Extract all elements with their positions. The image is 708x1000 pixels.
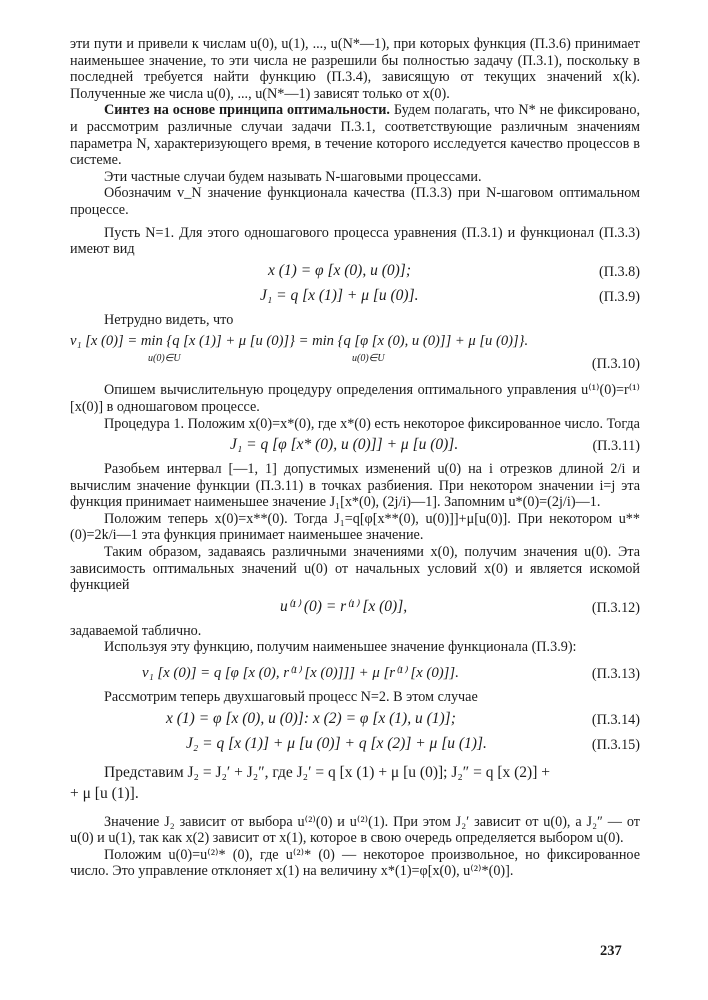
paragraph: Таким образом, задаваясь различными значениями x(0), получим значения u(0). Эта зависимость оптимальных значений u(0) от начальных условий x(0) и является искомой функцией [70,544,640,594]
paragraph: эти пути и привели к числам u(0), u(1), ..., u(N*—1), при которых функция (П.3.6) принимает наименьшее значение, то эти числа не разрешили бы полностью задачу (П.3.1), поскольку в последней требуется найти функцию (П.3.4), зависящую от текущих значений x(k). Полученные же числа u(0), ..., u(N*—1) зависят только от x(0). [70,36,640,102]
paragraph: Пусть N=1. Для этого одношагового процесса уравнения (П.3.1) и функционал (П.3.3) имеют вид [70,224,640,258]
equation-number: (П.3.8) [599,263,640,280]
paragraph: Положим u(0)=u⁽²⁾* (0), где u⁽²⁾* (0) — некоторое произвольное, но фиксированное число. Это управление отклоняет x(1) на величину x*(1)=φ[x(0), u⁽²⁾*(0)]. [70,846,640,880]
paragraph: Опишем вычислительную процедуру определения оптимального управления u⁽¹⁾(0)=r⁽¹⁾[x(0)] в одношаговом процессе. [70,382,640,415]
page-number: 237 [600,943,622,959]
equation-expression: v₁ [x (0)] = min {q [x (1)] + μ [u (0)]} = min {q [φ [x (0), u (0)]] + μ [u (0)]}. [70,333,529,350]
equation-split-j2 [70,764,640,808]
equation-p3-14 [70,710,640,731]
equation-expression-continued: + μ [u (1)]. [70,784,139,802]
equation-p3-12 [70,598,640,619]
paragraph: Положим теперь x(0)=x**(0). Тогда J₁=q[φ[x**(0), u(0)]]+μ[u(0)]. При некотором u**(0)=2k/i—1 эта функция принимает наименьшее значение. [70,510,640,544]
equation-p3-9 [70,287,640,308]
section-heading: Синтез на основе принципа оптимальности. [104,102,390,119]
paragraph: Процедура 1. Положим x(0)=x*(0), где x*(0) есть некоторое фиксированное число. Тогда [104,415,640,432]
paragraph: Используя эту функцию, получим наименьшее значение функционала (П.3.9): [104,639,577,656]
equation-p3-8 [70,262,640,283]
equation-p3-15 [70,735,640,756]
equation-number: (П.3.14) [591,711,640,728]
page-body [70,36,640,880]
equation-expression: x (1) = φ [x (0), u (0)]; [268,261,411,279]
equation-expression: Представим J₂ = J₂′ + J₂″, где J₂′ = q [x (1) + μ [u (0)]; J₂″ = q [x (2)] + [104,763,550,781]
paragraph: Рассмотрим теперь двухшаговый процесс N=2. В этом случае [104,689,478,706]
paragraph-text: Будем полагать, что N* не фиксировано, и рассмотрим различные случаи задачи П.3.1, соответствующие различным значениям параметра N, характеризующего время, в течение которого исследуется качество процессов в системе. [70,102,640,169]
paragraph: Эти частные случаи будем называть N-шаговыми процессами. [104,168,482,185]
equation-p3-11 [70,436,640,457]
equation-expression: x (1) = φ [x (0), u (0)]: x (2) = φ [x (1), u (1)]; [166,709,456,727]
paragraph: Разобьем интервал [—1, 1] допустимых изменений u(0) на i отрезков длиной 2/i и вычислим значение функции (П.3.11) в точках разбиения. При некотором значении i=j эта функция принимает наименьшее значение J₁[x*(0), (2j/i)—1]. Запомним u*(0)=(2j/i)—1. [70,461,640,511]
equation-expression: u⁽¹⁾ (0) = r⁽¹⁾ [x (0)], [280,597,408,615]
equation-number: (П.3.9) [599,288,640,305]
equation-p3-13 [70,664,640,685]
equation-subscript: u(0)∈U [352,353,385,365]
paragraph: Обозначим v_N значение функционала качества (П.3.3) при N-шаговом оптимальном процессе. [70,185,640,218]
equation-number: (П.3.15) [591,736,640,753]
equation-subscript: u(0)∈U [148,353,181,365]
equation-number: (П.3.12) [591,599,640,616]
equation-expression: v₁ [x (0)] = q [φ [x (0), r⁽¹⁾ [x (0)]]] + μ [r⁽¹⁾ [x (0)]]. [142,665,459,682]
paragraph: Значение J₂ зависит от выбора u⁽²⁾(0) и u⁽²⁾(1). При этом J₂′ зависит от u(0), а J₂″ — от u(0) и u(1), так как x(2) зависит от x(1), которое в свою очередь определяется выбором u(0). [70,813,640,847]
equation-number: (П.3.10) [591,356,640,373]
equation-expression: J₂ = q [x (1)] + μ [u (0)] + q [x (2)] + μ [u (1)]. [186,734,487,752]
paragraph: Нетрудно видеть, что [104,311,234,328]
equation-number: (П.3.13) [591,666,640,683]
equation-expression: J₁ = q [x (1)] + μ [u (0)]. [260,286,419,304]
equation-number: (П.3.11) [592,438,640,455]
section-paragraph [70,102,640,168]
equation-p3-10 [70,332,640,376]
equation-expression: J₁ = q [φ [x* (0), u (0)]] + μ [u (0)]. [230,436,459,454]
paragraph: задаваемой таблично. [70,622,202,639]
